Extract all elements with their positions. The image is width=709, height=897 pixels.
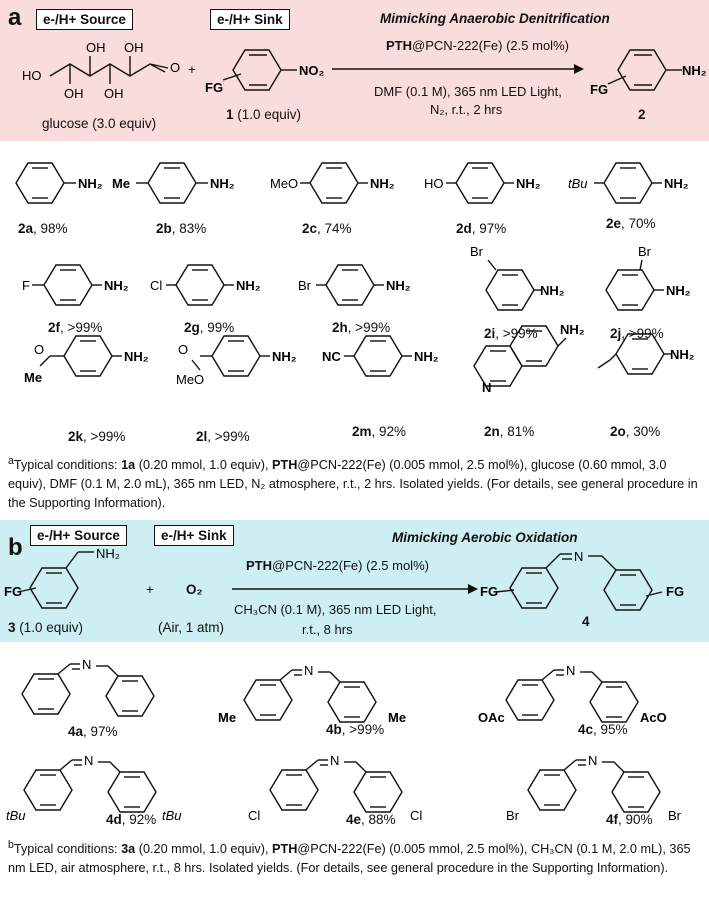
nitroarene-structure	[205, 40, 335, 100]
sub-2f: F	[22, 278, 30, 293]
glucose-o: O	[170, 60, 181, 75]
sub-2i: Br	[470, 244, 483, 259]
benzylamine-structure	[4, 546, 134, 616]
sub-2b: Me	[112, 176, 131, 191]
o-2k: O	[34, 342, 45, 357]
nh2-a: NH₂	[682, 63, 707, 78]
caption-4c: 4c, 95%	[578, 722, 628, 737]
glucose-oh-1: OH	[86, 40, 106, 55]
plus-sign-a: +	[188, 62, 196, 77]
nh2-2f: NH₂	[104, 278, 129, 293]
fg-a1: FG	[205, 80, 224, 95]
product-4-label: 4	[582, 614, 590, 629]
panel-a-letter: a	[8, 4, 22, 31]
sub-2c: MeO	[270, 176, 299, 191]
n-4c: N	[566, 663, 576, 678]
caption-2d: 2d, 97%	[456, 221, 507, 236]
nh2-2b: NH₂	[210, 176, 235, 191]
nh2-2d: NH₂	[516, 176, 541, 191]
caption-4e: 4e, 88%	[346, 812, 396, 827]
nh2-2e: NH₂	[664, 176, 689, 191]
air-label: (Air, 1 atm)	[158, 620, 225, 635]
sub-4b-right: Me	[388, 710, 407, 725]
caption-2m: 2m, 92%	[352, 424, 407, 439]
glucose-oh-4: OH	[104, 86, 124, 101]
sub-2l: MeO	[176, 372, 205, 387]
nh2-2j: NH₂	[666, 283, 691, 298]
o2-label: O₂	[186, 582, 203, 597]
sub-4d-right: tBu	[162, 808, 182, 823]
fg-b1: FG	[4, 584, 23, 599]
panel-a-title: Mimicking Anaerobic Denitrification	[380, 11, 610, 26]
aniline-product	[590, 40, 708, 100]
caption-2a: 2a, 98%	[18, 221, 68, 236]
sub-4e-right: Cl	[410, 808, 423, 823]
sub-4d-left: tBu	[6, 808, 26, 823]
caption-2l: 2l, >99%	[196, 429, 250, 444]
plus-sign-b: +	[146, 582, 154, 597]
catalyst-b: PTH@PCN-222(Fe) (2.5 mol%)	[246, 558, 429, 573]
product-2-label: 2	[638, 107, 646, 122]
n-4f: N	[588, 753, 598, 768]
sub-2m: NC	[322, 349, 341, 364]
sub-2j: Br	[638, 244, 651, 259]
conditions-a-2: N₂, r.t., 2 hrs	[430, 102, 503, 117]
caption-4d: 4d, 92%	[106, 812, 157, 827]
panel-a-products	[0, 148, 709, 448]
sub-2n: N	[482, 380, 492, 395]
reaction-arrow-b	[230, 582, 480, 596]
no2-group: NO₂	[299, 63, 325, 78]
panel-b-source-tag: e-/H+ Source	[30, 525, 127, 546]
glucose-oh-3: OH	[64, 86, 84, 101]
caption-2c: 2c, 74%	[302, 221, 352, 236]
nh2-2a: NH₂	[78, 176, 103, 191]
caption-4b: 4b, >99%	[326, 722, 385, 737]
nh2-2o: NH₂	[670, 347, 695, 362]
sub-4e-left: Cl	[248, 808, 261, 823]
sub-4f-right: Br	[668, 808, 681, 823]
sub-4c-left: OAc	[478, 710, 505, 725]
panel-b-sink-tag: e-/H+ Sink	[154, 525, 234, 546]
glucose-structure	[20, 36, 190, 108]
sub-2h: Br	[298, 278, 311, 293]
conditions-a-1: DMF (0.1 M), 365 nm LED Light,	[374, 84, 562, 99]
sub-4c-right: AcO	[640, 710, 667, 725]
nh2-2n: NH₂	[560, 322, 585, 337]
sub-2e: tBu	[568, 176, 588, 191]
panel-b-letter: b	[8, 534, 23, 561]
panel-b-title: Mimicking Aerobic Oxidation	[392, 530, 578, 545]
glucose-label: glucose (3.0 equiv)	[42, 116, 157, 131]
sub-4b-left: Me	[218, 710, 237, 725]
caption-2f: 2f, >99%	[48, 320, 103, 335]
catalyst-a: PTH@PCN-222(Fe) (2.5 mol%)	[386, 38, 569, 53]
caption-2b: 2b, 83%	[156, 221, 207, 236]
caption-2e: 2e, 70%	[606, 216, 656, 231]
fg-b2: FG	[480, 584, 499, 599]
o-2l: O	[178, 342, 189, 357]
caption-2j: 2j, >99%	[610, 326, 664, 341]
sub-2g: Cl	[150, 278, 163, 293]
conditions-b-2: r.t., 8 hrs	[302, 622, 353, 637]
nh2-2m: NH₂	[414, 349, 439, 364]
nh2-2h: NH₂	[386, 278, 411, 293]
nh2-2g: NH₂	[236, 278, 261, 293]
caption-2k: 2k, >99%	[68, 429, 126, 444]
n-4a: N	[82, 657, 92, 672]
imine-product-b	[480, 546, 708, 616]
glucose-ho: HO	[22, 68, 42, 83]
sub-2d: HO	[424, 176, 444, 191]
n-4e: N	[330, 753, 340, 768]
caption-4a: 4a, 97%	[68, 724, 118, 739]
nh2-3: NH₂	[96, 546, 120, 561]
sub-2k: Me	[24, 370, 43, 385]
reactant-1-label: 1 (1.0 equiv)	[226, 107, 302, 122]
fg-b3: FG	[666, 584, 685, 599]
panel-a-source-tag: e-/H+ Source	[36, 9, 133, 30]
glucose-oh-2: OH	[124, 40, 144, 55]
caption-2o: 2o, 30%	[610, 424, 661, 439]
caption-2i: 2i, >99%	[484, 326, 538, 341]
nh2-2l: NH₂	[272, 349, 297, 364]
footnote-a: $^a$Typical conditions: 1a (0.20 mmol, 1.0 equiv), PTH@PCN-222(Fe) (0.005 mmol, 2.5 mol%), glucose (0.60 mmol, 3.0 equiv), DMF (0.1 M, 2.0 mL), 365 nm LED, N₂ atmosphere, r.t., 2 hrs. Isolated yields. (For details, see general procedure in the Supporting Information).	[8, 455, 698, 511]
panel-a-sink-tag: e-/H+ Sink	[210, 9, 290, 30]
caption-2n: 2n, 81%	[484, 424, 535, 439]
n-4d: N	[84, 753, 94, 768]
sub-4f-left: Br	[506, 808, 519, 823]
reactant-3-label: 3 (1.0 equiv)	[8, 620, 84, 635]
caption-4f: 4f, 90%	[606, 812, 653, 827]
caption-2g: 2g, 99%	[184, 320, 235, 335]
reaction-arrow-a	[330, 62, 586, 76]
caption-2h: 2h, >99%	[332, 320, 391, 335]
nh2-2k: NH₂	[124, 349, 149, 364]
fg-a2: FG	[590, 82, 609, 97]
conditions-b-1: CH₃CN (0.1 M), 365 nm LED Light,	[234, 602, 437, 617]
nh2-2i: NH₂	[540, 283, 565, 298]
footnote-b: $^b$Typical conditions: 3a (0.20 mmol, 1.0 equiv), PTH@PCN-222(Fe) (0.005 mmol, 2.5 mol%), CH₃CN (0.1 M, 2.0 mL), 365 nm LED, air atmosphere, r.t., 8 hrs. Isolated yields. (For details, see general procedure in the Supporting Information).	[8, 839, 691, 876]
nh2-2c: NH₂	[370, 176, 395, 191]
n-4b: N	[304, 663, 314, 678]
n-imine-b: N	[574, 549, 584, 564]
